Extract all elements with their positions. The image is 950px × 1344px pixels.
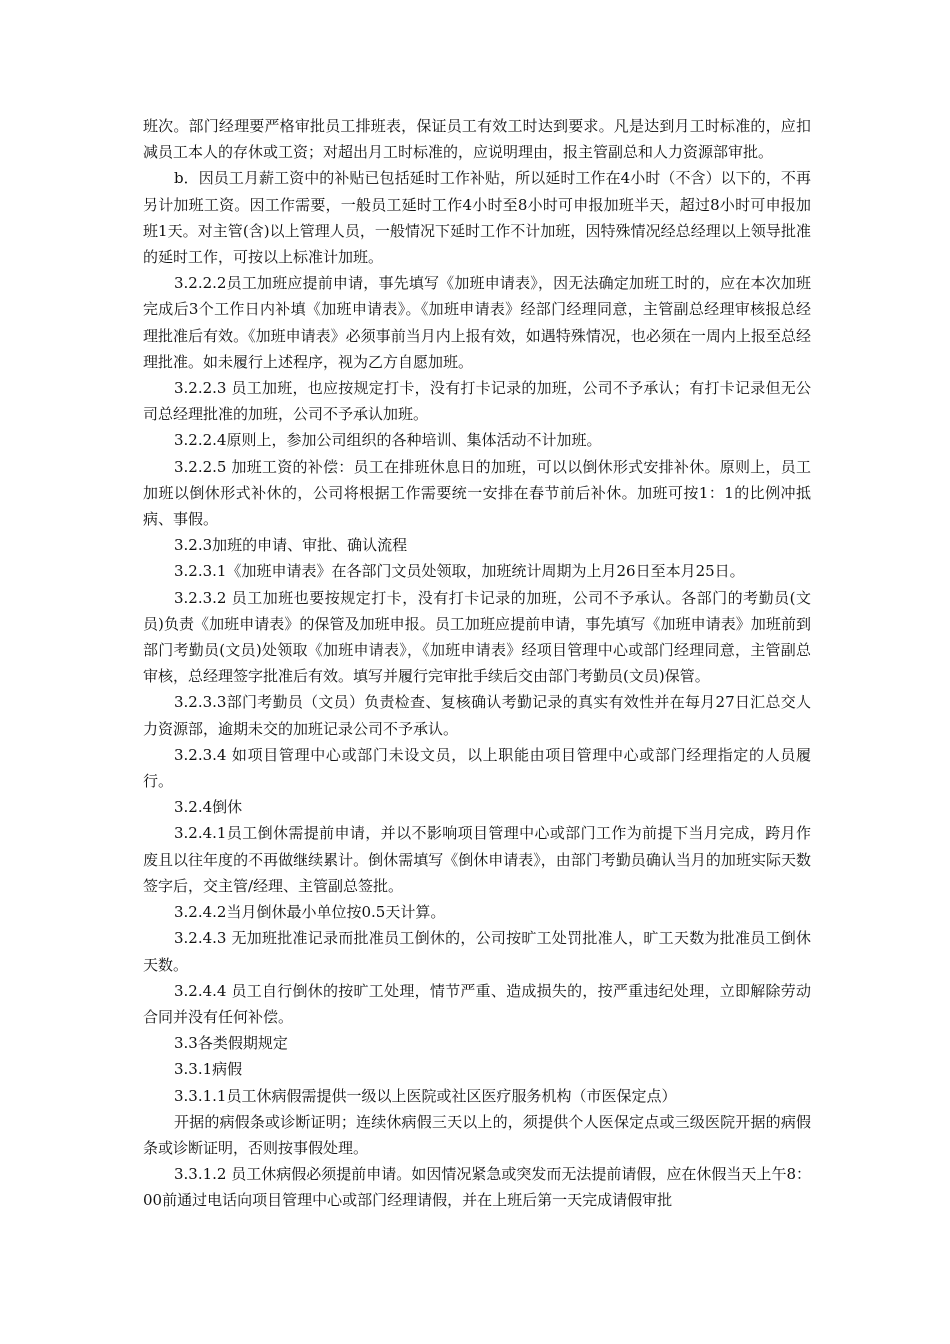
paragraph: 班次。部门经理要严格审批员工排班表，保证员工有效工时达到要求。凡是达到月工时标准的，应扣减员工本人的存休或工资；对超出月工时标准的，应说明理由，报主管副总和人力资源部审批。: [143, 117, 811, 162]
paragraph: 3.3各类假期规定: [174, 1034, 288, 1053]
paragraph: 3.2.2.2员工加班应提前申请，事先填写《加班申请表》，因无法确定加班工时的，应在本次加班完成后3个工作日内补填《加班申请表》。《加班申请表》经部门经理同意，主管副总经理审核报总经理批准后有效。《加班申请表》必须事前当月内上报有效，如遇特殊情况，也必须在一周内上报至总经理批准。如未履行上述程序，视为乙方自愿加班。: [143, 274, 811, 371]
paragraph: 开据的病假条或诊断证明；连续休病假三天以上的，须提供个人医保定点或三级医院开据的病假条或诊断证明，否则按事假处理。: [143, 1112, 811, 1157]
paragraph: b．因员工月薪工资中的补贴已包括延时工作补贴，所以延时工作在4小时（不含）以下的，不再另计加班工资。因工作需要，一般员工延时工作4小时至8小时可申报加班半天，超过8小时可申报加班1天。对主管(含)以上管理人员，一般情况下延时工作不计加班，因特殊情况经总经理以上领导批准的延时工作，可按以上标准计加班。: [143, 169, 811, 267]
paragraph: 3.2.2.5 加班工资的补偿：员工在排班休息日的加班，可以以倒休形式安排补休。原则上，员工加班以倒休形式补休的，公司将根据工作需要统一安排在春节前后补休。加班可按1：1的比例冲抵病、事假。: [143, 457, 811, 529]
paragraph: 3.2.4.3 无加班批准记录而批准员工倒休的，公司按旷工处罚批准人，旷工天数为批准员工倒休天数。: [143, 929, 811, 974]
paragraph: 3.3.1.1员工休病假需提供一级以上医院或社区医疗服务机构（市医保定点）: [174, 1086, 677, 1105]
paragraph: 3.2.4.1员工倒休需提前申请，并以不影响项目管理中心或部门工作为前提下当月完成，跨月作废且以往年度的不再做继续累计。倒休需填写《倒休申请表》，由部门考勤员确认当月的加班实际天数签字后，交主管/经理、主管副总签批。: [143, 824, 811, 895]
paragraph: 3.2.3.1《加班申请表》在各部门文员处领取，加班统计周期为上月26日至本月25日。: [174, 562, 745, 581]
paragraph: 3.2.3加班的申请、审批、确认流程: [174, 536, 408, 555]
paragraph: 3.2.3.3部门考勤员（文员）负责检查、复核确认考勤记录的真实有效性并在每月27日汇总交人力资源部，逾期未交的加班记录公司不予承认。: [143, 693, 811, 738]
document-body: [143, 113, 811, 1214]
paragraph: 3.2.4.2当月倒休最小单位按0.5天计算。: [174, 903, 446, 922]
paragraph: 3.2.4.4 员工自行倒休的按旷工处理，情节严重、造成损失的，按严重违纪处理，立即解除劳动合同并没有任何补偿。: [143, 981, 811, 1026]
paragraph: 3.2.2.3 员工加班，也应按规定打卡，没有打卡记录的加班，公司不予承认；有打卡记录但无公司总经理批准的加班，公司不予承认加班。: [143, 379, 811, 424]
paragraph: 3.3.1.2 员工休病假必须提前申请。如因情况紧急或突发而无法提前请假，应在休假当天上午8：00前通过电话向项目管理中心或部门经理请假，并在上班后第一天完成请假审批: [143, 1165, 811, 1210]
paragraph: 3.2.3.2 员工加班也要按规定打卡，没有打卡记录的加班，公司不予承认。各部门的考勤员(文员)负责《加班申请表》的保管及加班申报。员工加班应提前申请，事先填写《加班申请表》加班前到部门考勤员(文员)处领取《加班申请表》，《加班申请表》经项目管理中心或部门经理同意，主管副总审核，总经理签字批准后有效。填写并履行完审批手续后交由部门考勤员(文员)保管。: [143, 588, 811, 686]
paragraph: 3.2.4倒休: [174, 798, 243, 817]
paragraph: 3.3.1病假: [174, 1060, 243, 1079]
paragraph: 3.2.3.4 如项目管理中心或部门未设文员，以上职能由项目管理中心或部门经理指定的人员履行。: [143, 745, 811, 791]
paragraph: 3.2.2.4原则上，参加公司组织的各种培训、集体活动不计加班。: [174, 431, 602, 450]
